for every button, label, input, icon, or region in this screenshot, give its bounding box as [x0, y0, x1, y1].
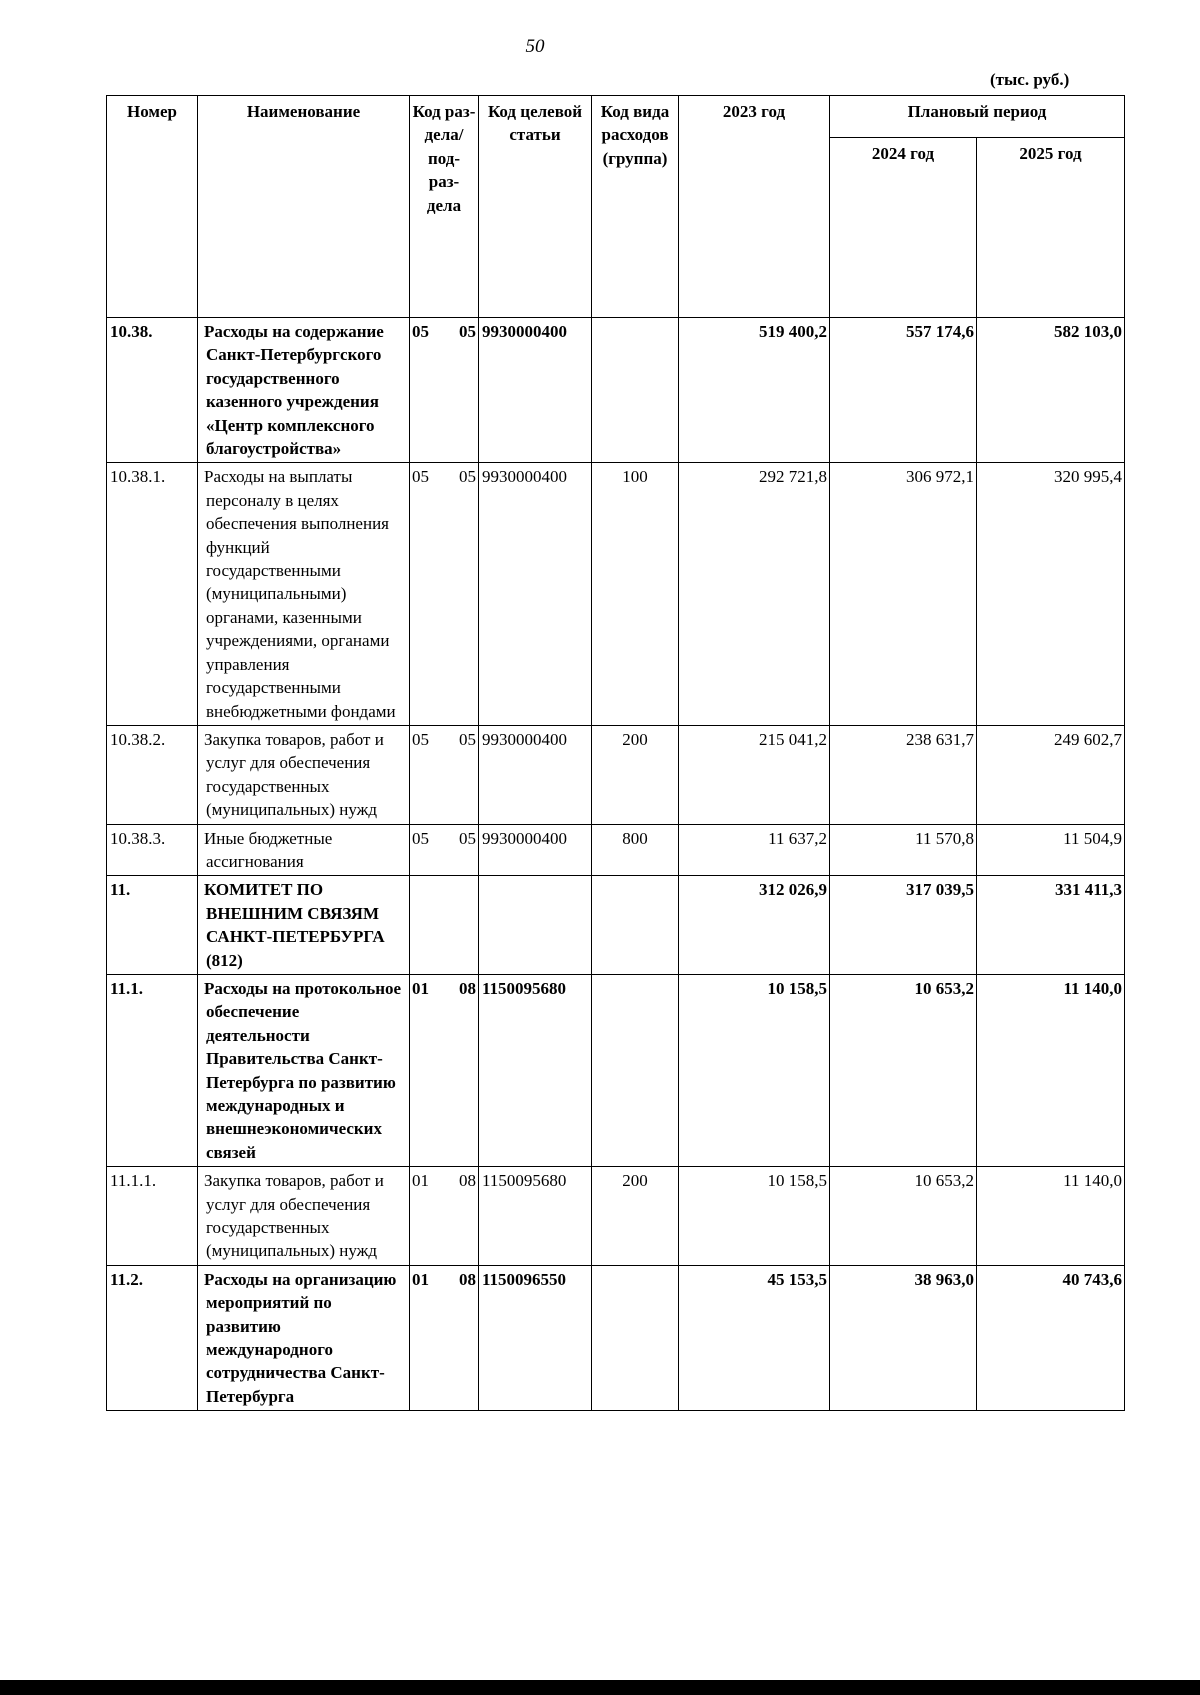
row-section: 01 — [412, 978, 429, 998]
row-target-code: 1150095680 — [479, 1167, 592, 1266]
row-2023: 519 400,2 — [679, 318, 830, 463]
header-expense-type: Код вида расходов (группа) — [592, 96, 679, 318]
header-section: Код раз- дела/ под- раз- дела — [410, 96, 479, 318]
row-2023: 292 721,8 — [679, 463, 830, 725]
table-row — [107, 876, 1125, 975]
header-2024: 2024 год — [830, 138, 977, 318]
table-row — [107, 318, 1125, 463]
row-name: Расходы на содержание Санкт-Петербургского государственного казенного учреждения «Центр комплексного благоустройства» — [198, 318, 410, 463]
row-2023: 10 158,5 — [679, 974, 830, 1166]
row-subsection: 05 — [459, 467, 476, 487]
row-subsection: 05 — [459, 729, 476, 749]
row-name: Закупка товаров, работ и услуг для обеспечения государственных (муниципальных) нужд — [198, 1167, 410, 1266]
row-target-code — [479, 876, 592, 975]
row-2025: 320 995,4 — [977, 463, 1125, 725]
row-2025: 11 504,9 — [977, 824, 1125, 876]
row-expense-type: 200 — [592, 725, 679, 824]
header-target-code: Код целевой статьи — [479, 96, 592, 318]
row-name: Расходы на протокольное обеспечение деятельности Правительства Санкт-Петербурга по развитию международных и внешнеэкономических связей — [198, 974, 410, 1166]
row-section-code — [410, 1265, 479, 1410]
row-subsection: 05 — [459, 828, 476, 848]
row-section: 01 — [412, 1269, 429, 1289]
row-2024: 10 653,2 — [830, 1167, 977, 1266]
row-expense-type: 100 — [592, 463, 679, 725]
row-target-code: 9930000400 — [479, 318, 592, 463]
row-expense-type — [592, 876, 679, 975]
row-section: 05 — [412, 322, 429, 341]
row-name: КОМИТЕТ ПО ВНЕШНИМ СВЯЗЯМ САНКТ-ПЕТЕРБУРГА (812) — [198, 876, 410, 975]
row-expense-type: 200 — [592, 1167, 679, 1266]
row-name: Иные бюджетные ассигнования — [198, 824, 410, 876]
row-section-code — [410, 824, 479, 876]
header-2025: 2025 год — [977, 138, 1125, 318]
header-name: Наименование — [198, 96, 410, 318]
row-section: 05 — [412, 467, 429, 487]
header-2023: 2023 год — [679, 96, 830, 318]
scan-border — [0, 1680, 1200, 1695]
row-2025: 11 140,0 — [977, 1167, 1125, 1266]
row-section: 01 — [412, 1171, 429, 1191]
row-section-code — [410, 876, 479, 975]
row-section-code — [410, 318, 479, 463]
row-section: 05 — [412, 729, 429, 749]
row-expense-type — [592, 318, 679, 463]
table-row — [107, 1167, 1125, 1266]
page-number: 50 — [525, 36, 545, 57]
row-expense-type: 800 — [592, 824, 679, 876]
header-number: Номер — [107, 96, 198, 318]
row-2025: 331 411,3 — [977, 876, 1125, 975]
table-row — [107, 725, 1125, 824]
row-2024: 317 039,5 — [830, 876, 977, 975]
units-label: (тыс. руб.) — [990, 70, 1070, 89]
row-section: 05 — [412, 828, 429, 848]
row-2023: 45 153,5 — [679, 1265, 830, 1410]
row-subsection: 08 — [459, 1269, 476, 1289]
row-number: 10.38.1. — [107, 463, 198, 725]
row-number: 11.1. — [107, 974, 198, 1166]
row-2023: 312 026,9 — [679, 876, 830, 975]
row-section-code — [410, 463, 479, 725]
row-2023: 215 041,2 — [679, 725, 830, 824]
row-number: 10.38.2. — [107, 725, 198, 824]
table-row — [107, 463, 1125, 725]
row-number: 11.1.1. — [107, 1167, 198, 1266]
row-2025: 582 103,0 — [977, 318, 1125, 463]
row-2024: 10 653,2 — [830, 974, 977, 1166]
budget-table — [106, 95, 1125, 1411]
row-2025: 249 602,7 — [977, 725, 1125, 824]
row-name: Закупка товаров, работ и услуг для обеспечения государственных (муниципальных) нужд — [198, 725, 410, 824]
row-target-code: 9930000400 — [479, 824, 592, 876]
row-subsection: 08 — [459, 1171, 476, 1191]
table-row — [107, 1265, 1125, 1410]
row-2024: 11 570,8 — [830, 824, 977, 876]
row-number: 10.38. — [107, 318, 198, 463]
header-planned-period: Плановый период — [830, 96, 1125, 138]
row-expense-type — [592, 974, 679, 1166]
row-expense-type — [592, 1265, 679, 1410]
row-target-code: 9930000400 — [479, 725, 592, 824]
row-2024: 557 174,6 — [830, 318, 977, 463]
row-target-code: 1150095680 — [479, 974, 592, 1166]
row-number: 11. — [107, 876, 198, 975]
row-section-code — [410, 1167, 479, 1266]
row-2024: 38 963,0 — [830, 1265, 977, 1410]
row-2023: 10 158,5 — [679, 1167, 830, 1266]
row-2023: 11 637,2 — [679, 824, 830, 876]
row-number: 10.38.3. — [107, 824, 198, 876]
row-name: Расходы на выплаты персоналу в целях обеспечения выполнения функций государственными (муниципальными) органами, казенными учреждениями, органами управления государственными внебюджетными фондами — [198, 463, 410, 725]
row-subsection: 08 — [459, 978, 476, 998]
row-2025: 40 743,6 — [977, 1265, 1125, 1410]
row-section-code — [410, 974, 479, 1166]
row-2024: 238 631,7 — [830, 725, 977, 824]
row-target-code: 1150096550 — [479, 1265, 592, 1410]
row-target-code: 9930000400 — [479, 463, 592, 725]
table-row — [107, 974, 1125, 1166]
row-number: 11.2. — [107, 1265, 198, 1410]
row-2025: 11 140,0 — [977, 974, 1125, 1166]
row-2024: 306 972,1 — [830, 463, 977, 725]
table-row — [107, 824, 1125, 876]
row-section-code — [410, 725, 479, 824]
row-name: Расходы на организацию мероприятий по развитию международного сотрудничества Санкт-Петербурга — [198, 1265, 410, 1410]
row-subsection: 05 — [459, 322, 476, 341]
